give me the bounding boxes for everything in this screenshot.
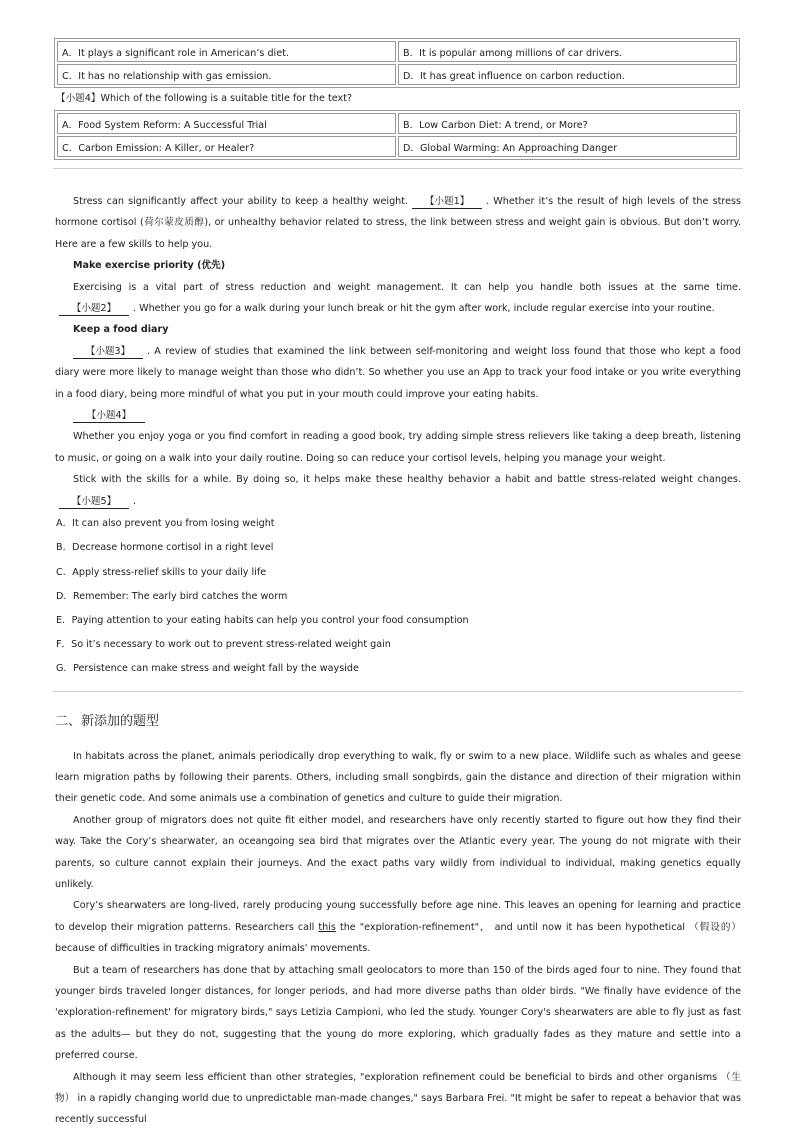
option-d: D．It has great influence on carbon reduction. — [398, 64, 737, 85]
choice-f: F．So it’s necessary to work out to prevent stress-related weight gain — [56, 639, 391, 651]
passage-stress — [55, 191, 741, 682]
paragraph — [55, 341, 741, 405]
choice-b: B．Decrease hormone cortisol in a right level — [56, 542, 274, 554]
text: Cory’s shearwaters are long-lived, rarely producing young successfully before age nine. This leaves an opening for learning and practice to develop their migration patterns. Researchers call — [55, 900, 741, 933]
option-c: C．Carbon Emission: A Killer, or Healer? — [57, 136, 396, 157]
text: . Whether you go for a walk during your lunch break or hit the gym after work, include regular exercise into your routine. — [133, 303, 715, 315]
choice-c: C．Apply stress-relief skills to your daily life — [56, 566, 267, 578]
passage-migration — [55, 746, 741, 1131]
option-b: B．Low Carbon Diet: A trend, or More? — [398, 113, 737, 134]
blank-4-line — [55, 405, 741, 426]
paragraph — [55, 277, 741, 320]
text: . — [133, 495, 137, 507]
paragraph — [55, 469, 741, 512]
paragraph: Although it may seem less efficient than other strategies, "exploration refinement could be beneficial to birds and other organisms （生物） in a rapidly changing world due to unpredictable man-made changes," says Barbara Frei. "It might be safer to repeat a behavior that was recently successful — [55, 1071, 741, 1126]
option-b: B．It is popular among millions of car drivers. — [398, 41, 737, 62]
text: . A review of studies that examined the link between self-monitoring and weight loss found that those who kept a food diary were more likely to manage weight than those who didn’t. So whether you use an App to track your food intake or you write everything in a food diary, being more mindful of what you put in your mouth could improve your eating habits. — [55, 345, 741, 400]
text: . Whether it’s the result of high levels of the stress hormone cortisol (荷尔蒙皮质醇), or unhealthy behavior related to stress, the link between stress and weight gain is obvious. But don’t worry. Here are a few skills to help you. — [55, 196, 741, 250]
section-heading: Keep a food diary — [73, 324, 169, 336]
document-page — [55, 38, 741, 1131]
option-c: C．It has no relationship with gas emission. — [57, 64, 396, 85]
text: the "exploration-refinement"， and until now it has been hypothetical （假设的） because of difficulties in tracking migratory animals' movements. — [55, 921, 742, 955]
paragraph: Another group of migrators does not quite fit either model, and researchers have only recently started to figure out how they find their way. Take the Cory’s shearwater, an oceangoing sea bird that migrates over the Atlantic every year. The young do not migrate with their parents, so culture cannot explain their journeys. And the exact paths vary wildly from individual to individual, making genetics equally unlikely. — [55, 814, 741, 890]
choice-e: E．Paying attention to your eating habits can help you control your food consumption — [56, 614, 469, 626]
paragraph: But a team of researchers has done that by attaching small geolocators to more than 150 of the birds aged four to nine. They found that younger birds traveled longer distances, for longer periods, and had more diverse paths than older birds. "We finally have evidence of the 'exploration-refinement' for migratory birds," says Letizia Campioni, who led the study. Younger Cory's shearwaters are able to fly just as fast as the adults— but they do not, suggesting that the young do more exploring, which gradually fades as they mature and settle into a preferred course. — [55, 964, 741, 1062]
text: Stress can significantly affect your ability to keep a healthy weight. — [73, 196, 409, 207]
underlined-word: this — [318, 921, 336, 933]
choice-g: G．Persistence can make stress and weight fall by the wayside — [56, 663, 359, 675]
blank-2: 【小题2】 — [59, 302, 129, 316]
paragraph: Whether you enjoy yoga or you find comfort in reading a good book, try adding simple stress relievers like taking a deep breath, listening to music, or going on a walk into your daily routine. Doing so can reduce your cortisol levels, helping you manage your weight. — [55, 431, 741, 464]
paragraph — [55, 191, 741, 255]
blank-4: 【小题4】 — [73, 409, 145, 423]
option-a: A．Food System Reform: A Successful Trial — [57, 113, 396, 134]
option-d: D．Global Warming: An Approaching Danger — [398, 136, 737, 157]
paragraph: In habitats across the planet, animals periodically drop everything to walk, fly or swim to a new place. Wildlife such as whales and geese learn migration paths by following their parents. Others, including small songbirds, gain the distance and direction of their migration within their genetic code. And some animals use a combination of genetics and culture to guide their migration. — [55, 750, 741, 805]
question-4-stem: 【小题4】Which of the following is a suitable title for the text? — [56, 93, 352, 104]
q4-options-table — [54, 110, 740, 160]
paragraph — [55, 895, 741, 959]
section-title: 二、新添加的题型 — [55, 713, 160, 729]
blank-5: 【小题5】 — [59, 495, 129, 509]
text: Stick with the skills for a while. By doing so, it helps make these healthy behavior a habit and battle stress-related weight changes. — [73, 474, 741, 486]
choice-d: D．Remember: The early bird catches the worm — [56, 590, 288, 602]
blank-3: 【小题3】 — [73, 345, 143, 359]
divider — [53, 691, 743, 692]
section-heading: Make exercise priority (优先) — [73, 260, 226, 272]
text: Exercising is a vital part of stress reduction and weight management. It can help you handle both issues at the same time. — [73, 281, 741, 293]
blank-1: 【小题1】 — [412, 195, 482, 209]
choice-a: A．It can also prevent you from losing weight — [56, 518, 275, 530]
option-a: A．It plays a significant role in American’s diet. — [57, 41, 396, 62]
q3-options-table — [54, 38, 740, 88]
